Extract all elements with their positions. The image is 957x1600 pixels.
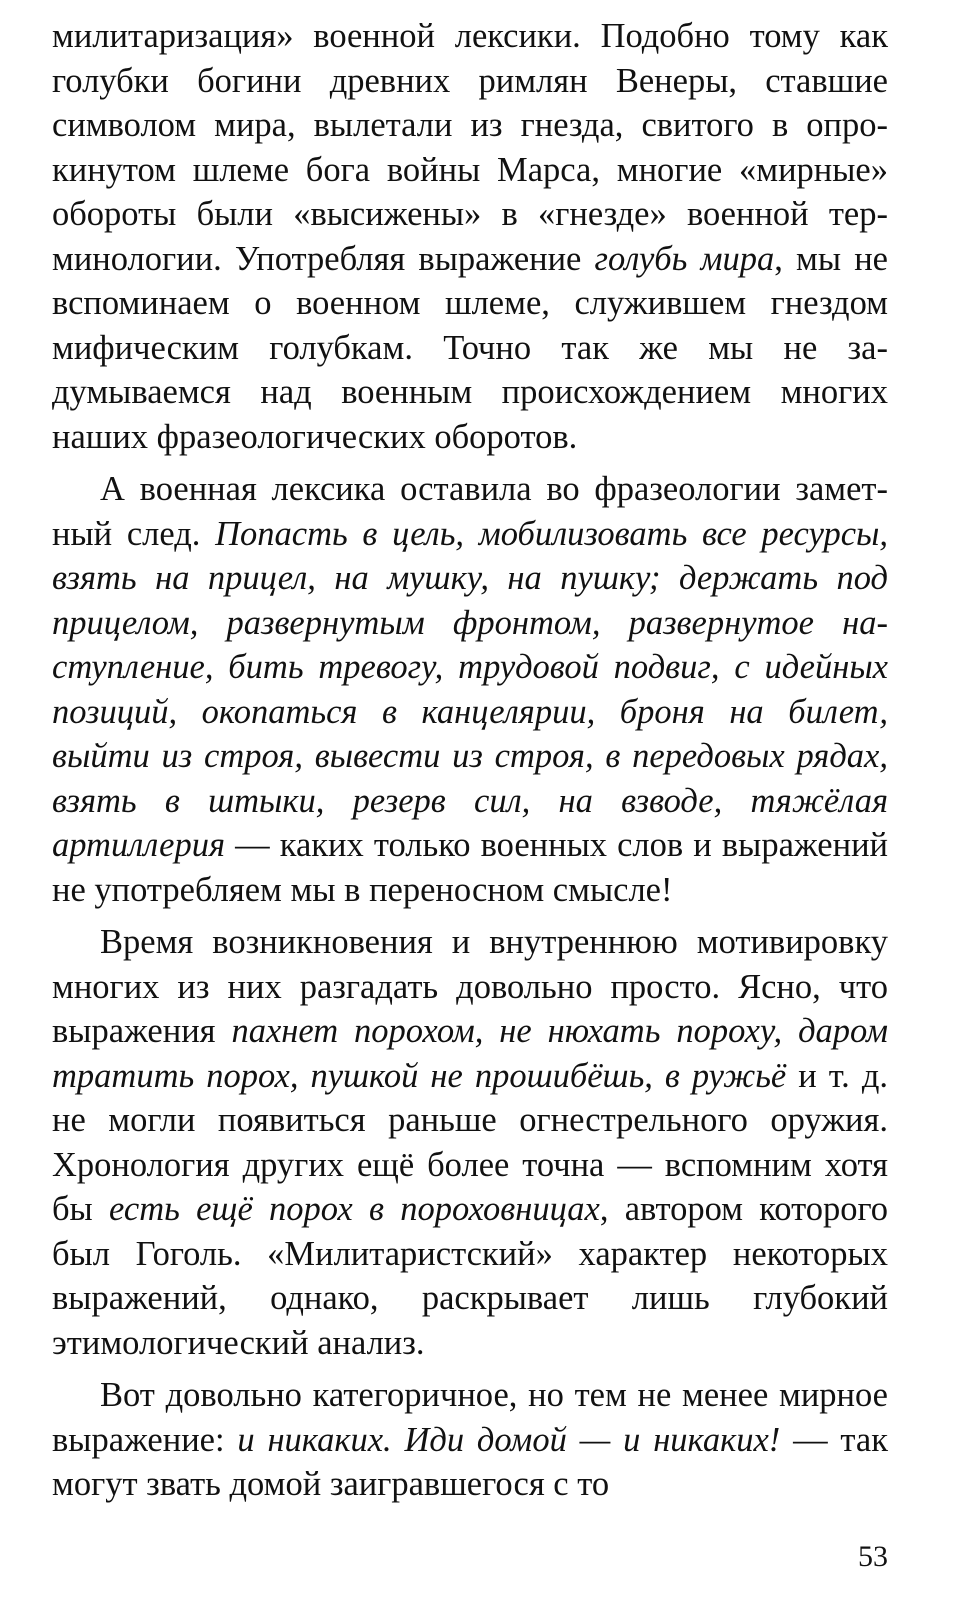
paragraph-4 (52, 1373, 888, 1507)
text-run: Время возникновения и внутреннюю мотивировку многих из них разгадать довольно просто. Ясно, что выражения (52, 923, 888, 1050)
italic-phrase: и никаких. Иди домой — и никаких! (237, 1420, 781, 1459)
page-number: 53 (858, 1540, 888, 1573)
text-run: и т. д. не могли появиться раньше огнестрельного оружия. Хронология других ещё более точна — вспомним хотя бы (52, 1056, 888, 1228)
text-run: милитаризация» военной лексики. Подобно тому как голубки богини древних римлян Венеры, ставшие символом мира, вылетали из гнезда, свитого в опрокинутом шлеме бога войны Марса, многие «мирные» обороты были «высижены» в «гнезде» военной терминологии. Употребляя выражение (52, 17, 888, 278)
italic-phrase: пахнет порохом, не нюхать пороху, даром тратить порох, пушкой не прошибёшь, в ружьё (52, 1012, 888, 1095)
text-run: Вот довольно категоричное, но тем не менее мирное выражение: (52, 1376, 888, 1459)
text-run: — так могут звать домой заигравшегося с то (52, 1420, 888, 1503)
text-run: , автором которого был Гоголь. «Милитаристский» характер некоторых выражений, однако, раскрывает лишь глубокий этимологический анализ. (52, 1190, 889, 1362)
book-page-text (52, 14, 888, 1507)
italic-phrase: Попасть в цель, мобилизовать все ресурсы, взять на прицел, на мушку, на пушку; держать под прицелом, развернутым фронтом, развернутое наступление, бить тревогу, трудовой подвиг, с идейных позиций, окопаться в канцелярии, броня на билет, выйти из строя, вывести из строя, в передовых рядах, взять в штыки, резерв сил, на взводе, тяжёлая артиллерия (52, 514, 888, 864)
text-run: — каких только военных слов и выражений не употребляем мы в переносном смысле! (52, 826, 888, 909)
text-run: , мы не вспоминаем о военном шлеме, служившем гнездом мифическим голубкам. Точно так же мы не задумываемся над военным происхождением многих наших фразеологических оборотов. (52, 239, 888, 456)
italic-phrase: голубь мира (594, 239, 775, 278)
text-run: А военная лексика оставила во фразеологии заметный след. (52, 470, 888, 553)
paragraph-3 (52, 920, 888, 1365)
paragraph-1 (52, 14, 888, 459)
paragraph-2 (52, 467, 888, 912)
italic-phrase: есть ещё порох в пороховницах (109, 1190, 600, 1228)
